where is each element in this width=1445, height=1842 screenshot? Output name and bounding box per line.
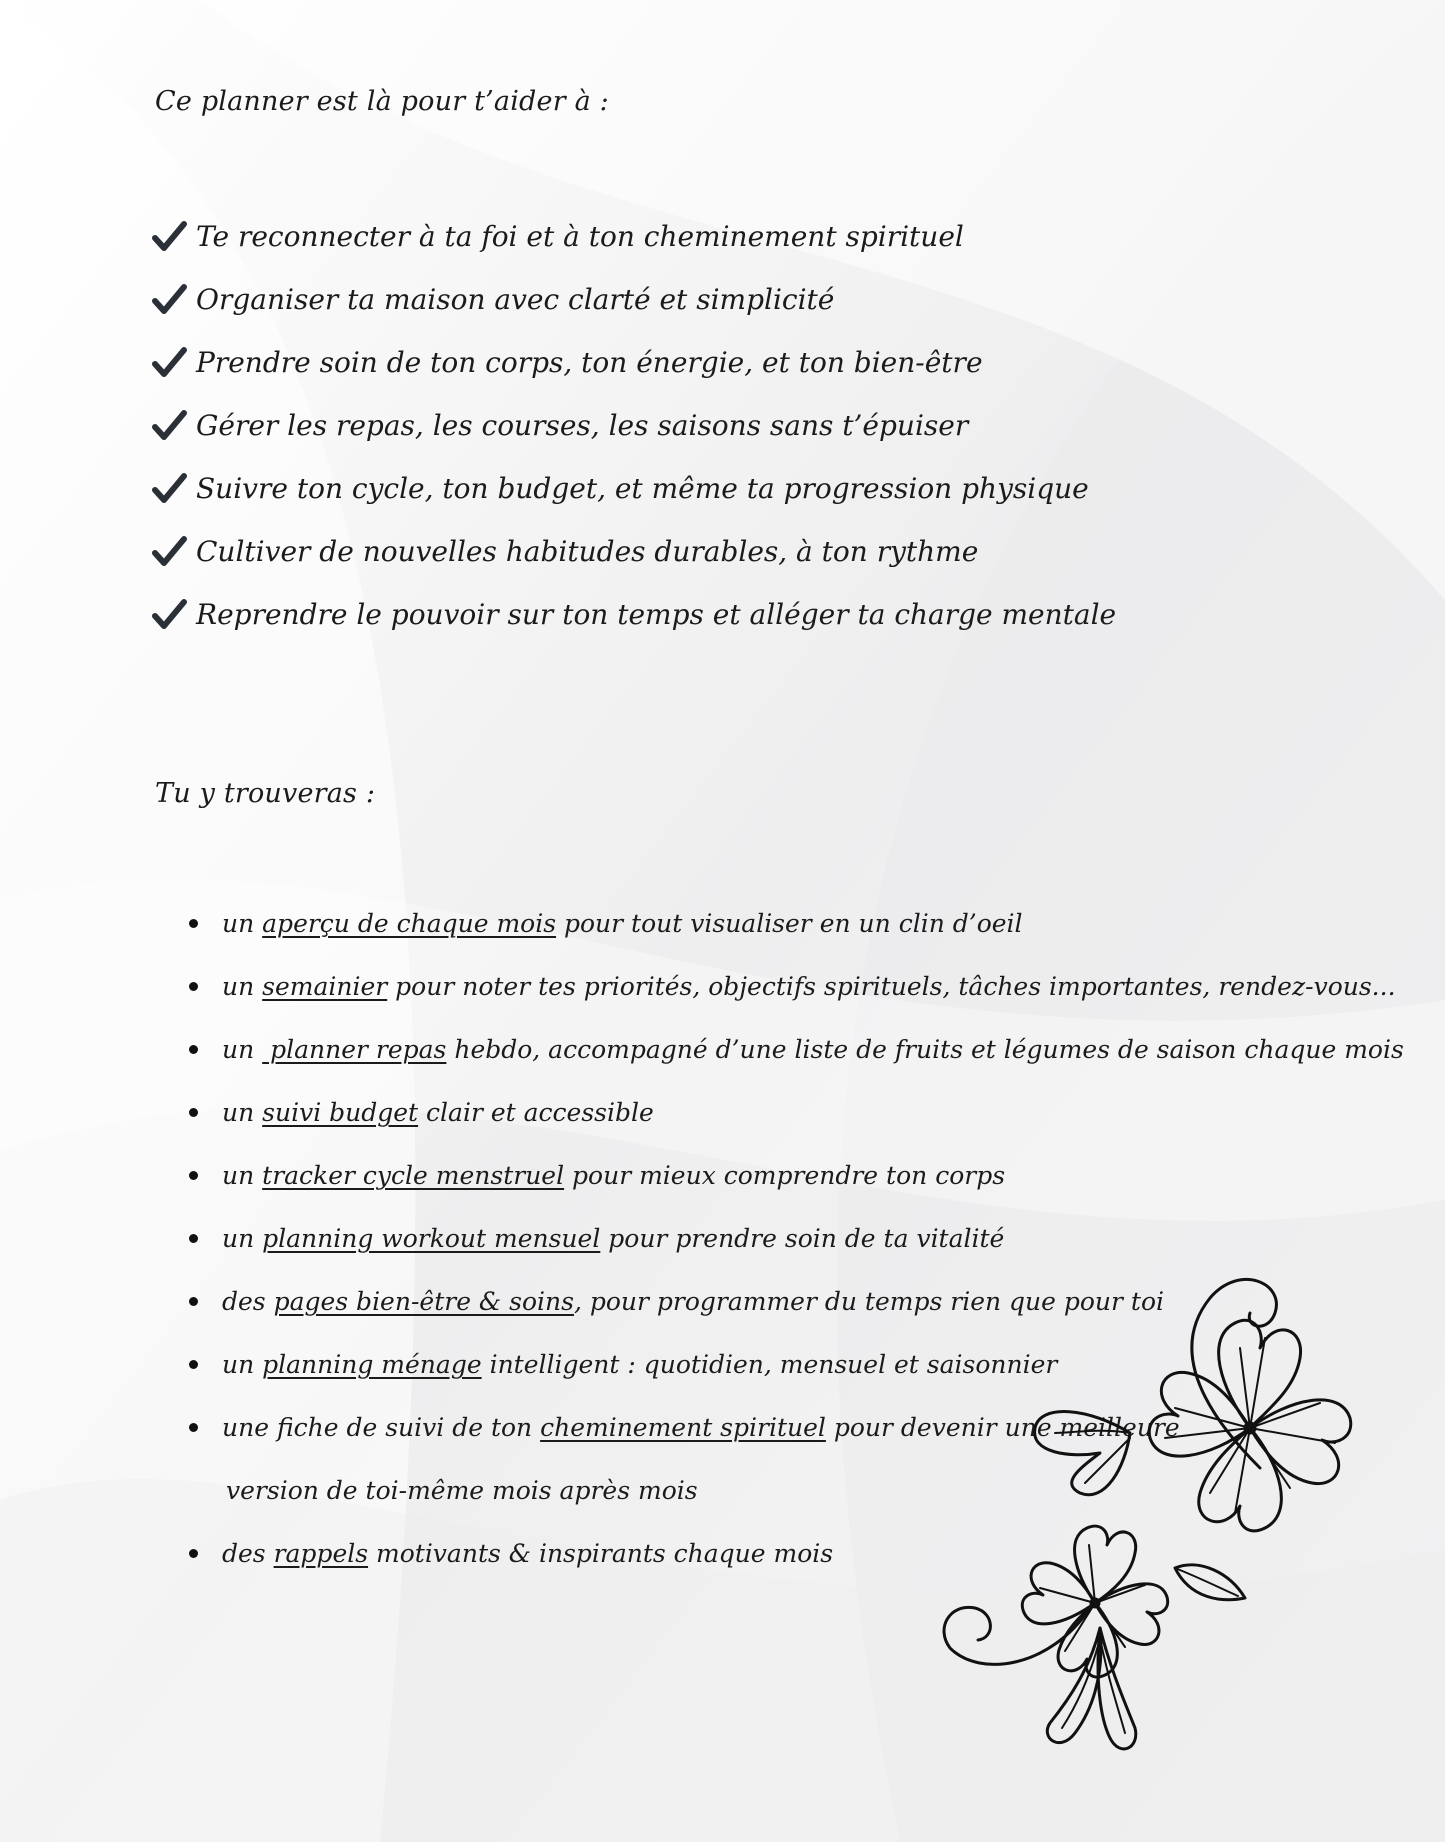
feature-suffix: pour devenir une meilleure (825, 1413, 1180, 1442)
feature-suffix: intelligent : quotidien, mensuel et saisonnier (481, 1350, 1058, 1379)
bullet-icon (189, 1549, 198, 1558)
intro-heading: Ce planner est là pour t’aider à : (155, 86, 609, 117)
checkmark-icon (152, 284, 196, 316)
bullet-icon (189, 982, 198, 991)
goal-text: Prendre soin de ton corps, ton énergie, et ton bien-être (196, 346, 983, 379)
feature-keyword: pages bien-être & soins (273, 1287, 574, 1316)
goal-item (152, 520, 1116, 583)
goal-text: Suivre ton cycle, ton budget, et même ta progression physique (196, 472, 1089, 505)
goal-item (152, 457, 1116, 520)
goal-text: Reprendre le pouvoir sur ton temps et alléger ta charge mentale (196, 598, 1117, 631)
checkmark-icon (152, 410, 196, 442)
goal-item (152, 331, 1116, 394)
goal-item (152, 394, 1116, 457)
feature-prefix: un (222, 1350, 263, 1379)
feature-item (186, 955, 1404, 1018)
feature-item (186, 1144, 1404, 1207)
goals-checklist (152, 205, 1116, 646)
feature-item (186, 1018, 1404, 1081)
checkmark-icon (152, 347, 196, 379)
feature-suffix: hebdo, accompagné d’une liste de fruits et légumes de saison chaque mois (446, 1035, 1404, 1064)
feature-continuation-text: version de toi-même mois après mois (226, 1476, 698, 1505)
feature-suffix: pour prendre soin de ta vitalité (600, 1224, 1005, 1253)
feature-suffix: pour noter tes priorités, objectifs spirituels, tâches importantes, rendez-vous... (387, 972, 1396, 1001)
feature-keyword: aperçu de chaque mois (262, 909, 557, 938)
feature-keyword: suivi budget (262, 1098, 419, 1127)
feature-item (186, 1081, 1404, 1144)
feature-keyword: planning workout mensuel (262, 1224, 601, 1253)
checkmark-icon (152, 599, 196, 631)
goal-item (152, 583, 1116, 646)
find-heading: Tu y trouveras : (155, 778, 376, 809)
feature-suffix: clair et accessible (418, 1098, 654, 1127)
feature-prefix: des (222, 1287, 274, 1316)
feature-keyword: tracker cycle menstruel (262, 1161, 565, 1190)
goal-text: Te reconnecter à ta foi et à ton cheminement spirituel (196, 220, 964, 253)
feature-keyword: cheminement spirituel (540, 1413, 826, 1442)
feature-item (186, 892, 1404, 955)
bullet-icon (189, 1423, 198, 1432)
feature-keyword: planning ménage (262, 1350, 482, 1379)
bullet-icon (189, 1297, 198, 1306)
checkmark-icon (152, 221, 196, 253)
checkmark-icon (152, 473, 196, 505)
feature-keyword: rappels (273, 1539, 369, 1568)
feature-prefix: un (222, 1098, 263, 1127)
flower-ornament-icon (940, 1228, 1370, 1768)
feature-keyword: planner repas (262, 1035, 447, 1064)
bullet-icon (189, 1045, 198, 1054)
bullet-icon (189, 1234, 198, 1243)
goal-text: Gérer les repas, les courses, les saisons sans t’épuiser (196, 409, 969, 442)
goal-text: Cultiver de nouvelles habitudes durables, à ton rythme (196, 535, 979, 568)
bullet-icon (189, 1171, 198, 1180)
goal-item (152, 268, 1116, 331)
feature-suffix: pour tout visualiser en un clin d’oeil (556, 909, 1023, 938)
feature-prefix: une fiche de suivi de ton (222, 1413, 541, 1442)
feature-keyword: semainier (262, 972, 388, 1001)
bullet-icon (189, 1108, 198, 1117)
goal-item (152, 205, 1116, 268)
feature-suffix: pour mieux comprendre ton corps (564, 1161, 1006, 1190)
feature-prefix: des (222, 1539, 274, 1568)
feature-prefix: un (222, 909, 263, 938)
feature-suffix: , pour programmer du temps rien que pour toi (573, 1287, 1165, 1316)
feature-prefix: un (222, 1161, 263, 1190)
feature-prefix: un (222, 1035, 263, 1064)
bullet-icon (189, 919, 198, 928)
goal-text: Organiser ta maison avec clarté et simplicité (196, 283, 835, 316)
checkmark-icon (152, 536, 196, 568)
bullet-icon (189, 1360, 198, 1369)
feature-suffix: motivants & inspirants chaque mois (368, 1539, 834, 1568)
feature-prefix: un (222, 972, 263, 1001)
feature-prefix: un (222, 1224, 263, 1253)
